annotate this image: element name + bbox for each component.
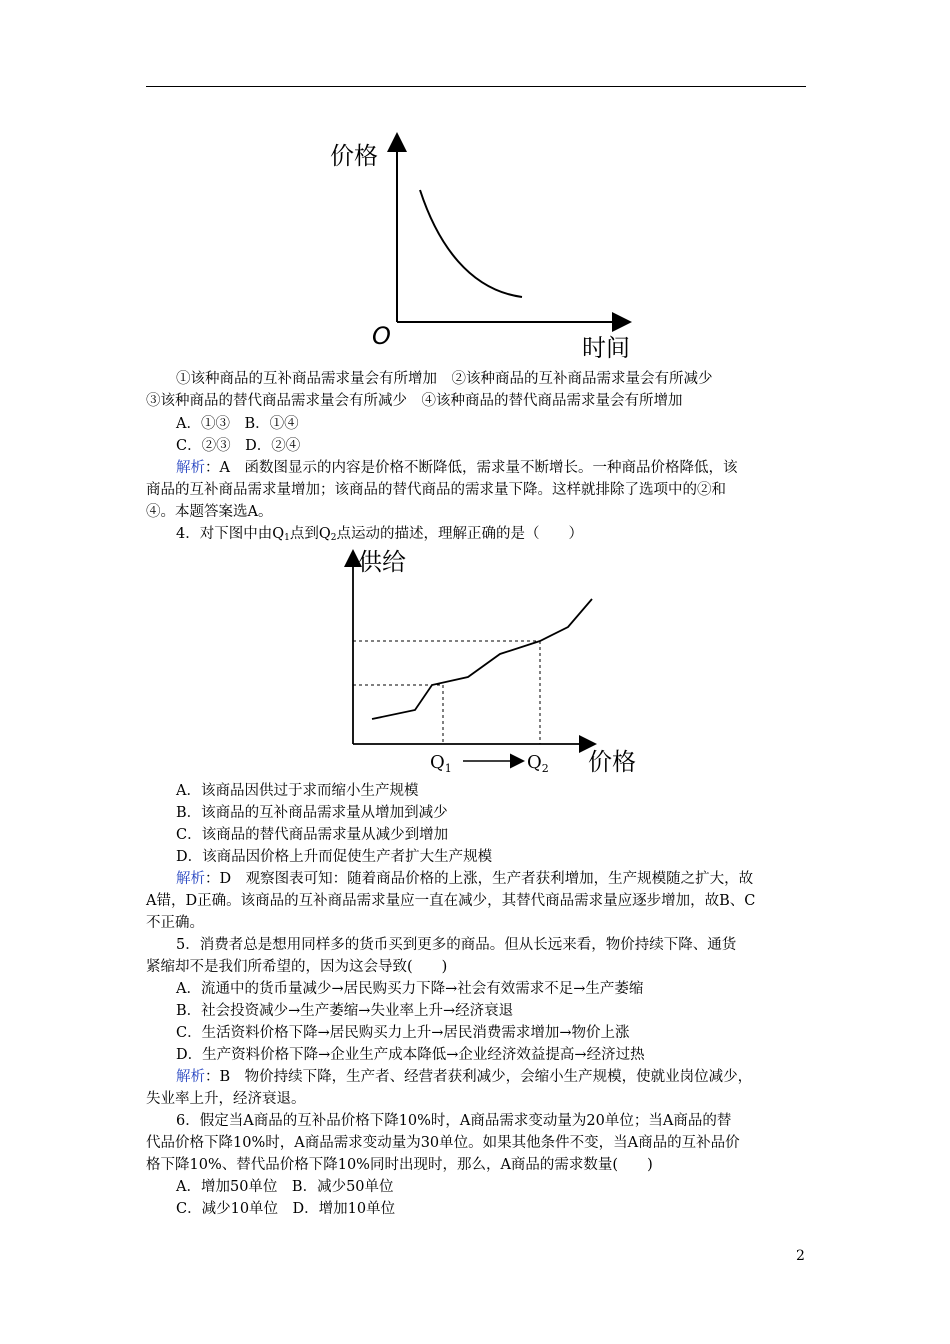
- q6-stem-line1: 6．假定当A商品的互补品价格下降10%时，A商品需求变动量为20单位；当A商品的替: [176, 1113, 732, 1129]
- q5-option-d: D．生产资料价格下降→企业生产成本降低→企业经济效益提高→经济过热: [176, 1047, 645, 1063]
- x-axis-label: 价格: [588, 748, 636, 776]
- q6-choices-line1: A．增加50单位 B．减少50单位: [176, 1179, 394, 1195]
- q4-stem: 4．对下图中由$Q_1$点到$Q_2$点运动的描述，理解正确的是（ ）: [176, 526, 583, 543]
- q3-choices-line2: C．②③ D．②④: [176, 438, 301, 454]
- q3-options-line2: ③该种商品的替代商品需求量会有所减少 ④该种商品的替代商品需求量会有所增加: [146, 393, 683, 409]
- q3-analysis-line2: 商品的互补商品需求量增加；该商品的替代商品的需求量下降。这样就排除了选项中的②和: [146, 482, 726, 498]
- q1-label: $Q_1$: [430, 752, 452, 775]
- page-number: 2: [796, 1248, 805, 1264]
- q5-option-c: C．生活资料价格下降→居民购买力上升→居民消费需求增加→物价上涨: [176, 1025, 630, 1041]
- q4-analysis-line3: 不正确。: [146, 915, 204, 931]
- price-time-graph: [320, 130, 660, 370]
- q3-analysis-line1: 解析：A 函数图显示的内容是价格不断降低，需求量不断增长。一种商品价格降低，该: [176, 460, 738, 476]
- q4-option-b: B．该商品的互补商品需求量从增加到减少: [176, 805, 448, 821]
- q4-analysis-line2: A错，D正确。该商品的互补商品需求量应一直在减少，其替代商品需求量应逐步增加，故B、C: [146, 893, 756, 909]
- q5-stem-line1: 5．消费者总是想用同样多的货币买到更多的商品。但从长远来看，物价持续下降、通货: [176, 937, 737, 953]
- q5-stem-line2: 紧缩却不是我们所希望的，因为这会导致( ): [146, 959, 448, 975]
- q4-option-d: D．该商品因价格上升而促使生产者扩大生产规模: [176, 849, 493, 865]
- supply-curve: [372, 599, 592, 719]
- analysis-label: 解析: [176, 1069, 205, 1085]
- q5-analysis-line1: 解析：B 物价持续下降，生产者、经营者获利减少，会缩小生产规模，使就业岗位减少，: [176, 1069, 753, 1085]
- x-axis-label: 时间: [582, 334, 630, 362]
- y-axis-label: 价格: [330, 142, 378, 170]
- origin-label: O: [372, 322, 391, 350]
- q5-option-a: A．流通中的货币量减少→居民购买力下降→社会有效需求不足→生产萎缩: [176, 981, 644, 997]
- supply-price-graph: [330, 548, 640, 778]
- analysis-label: 解析: [176, 871, 205, 887]
- q4-option-c: C．该商品的替代商品需求量从减少到增加: [176, 827, 449, 843]
- q6-stem-line2: 代品价格下降10%时，A商品需求变动量为30单位。如果其他条件不变，当A商品的互补品价: [146, 1135, 740, 1151]
- q4-analysis-line1: 解析：D 观察图表可知：随着商品价格的上涨，生产者获利增加，生产规模随之扩大，故: [176, 871, 754, 887]
- q4-option-a: A．该商品因供过于求而缩小生产规模: [176, 783, 419, 799]
- q2-label: $Q_2$: [527, 752, 549, 775]
- q3-options-line1: ①该种商品的互补商品需求量会有所增加 ②该种商品的互补商品需求量会有所减少: [176, 371, 713, 387]
- q3-choices-line1: A．①③ B．①④: [176, 416, 299, 432]
- q6-stem-line3: 格下降10%、替代品价格下降10%同时出现时，那么，A商品的需求数量( ): [146, 1157, 653, 1173]
- header-rule: [146, 86, 806, 87]
- q5-option-b: B．社会投资减少→生产萎缩→失业率上升→经济衰退: [176, 1003, 514, 1019]
- analysis-label: 解析: [176, 460, 205, 476]
- q3-analysis-line3: ④。本题答案选A。: [146, 504, 273, 520]
- y-axis-label: 供给: [358, 548, 406, 576]
- q5-analysis-line2: 失业率上升，经济衰退。: [146, 1091, 306, 1107]
- q6-choices-line2: C．减少10单位 D．增加10单位: [176, 1201, 396, 1217]
- demand-curve: [420, 190, 522, 297]
